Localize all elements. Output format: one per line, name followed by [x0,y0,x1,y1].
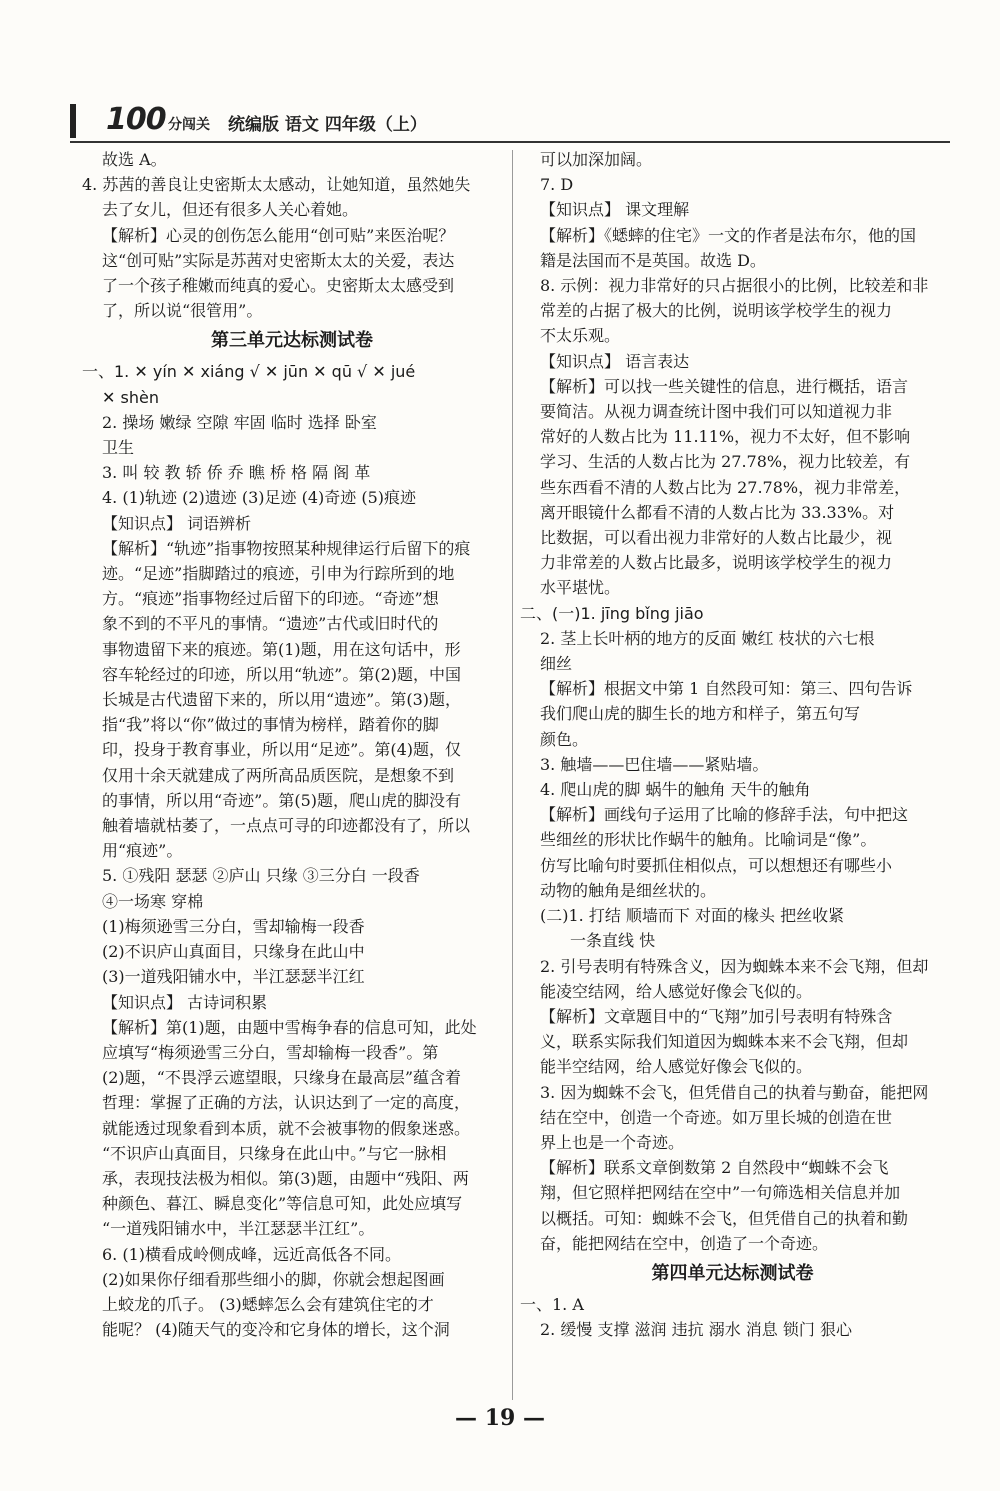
left-line: 了一个孩子稚嫩而纯真的爱心。史密斯太太感受到 [102,276,455,296]
header-rule [70,141,950,143]
brand-logo [70,104,232,138]
logo-number: 100 [106,102,166,137]
left-line: 5. ①残阳 瑟瑟 ②庐山 只缘 ③三分白 一段香 [102,866,420,886]
left-line: 去了女儿，但还有很多人关心着她。 [102,200,359,220]
page-number: — 19 — [455,1405,545,1431]
left-line: 就能透过现象看到本质，就不会被事物的假象迷惑。 [102,1118,471,1138]
right-line: 翔，但它照样把网结在空中”一句筛选相关信息并加 [540,1183,901,1203]
left-line: 触着墙就枯萎了，一点点可寻的印迹都没有了，所以 [102,816,471,836]
logo-text: 分闯关 [168,117,210,133]
left-line: 【解析】“轨迹”指事物按照某种规律运行后留下的痕 [102,538,471,558]
left-line: 印，投身于教育事业，所以用“足迹”。第(4)题，仅 [102,740,462,760]
right-line: 可以加深加阔。 [540,150,653,169]
left-line: 4. (1)轨迹 (2)遗迹 (3)足迹 (4)奇迹 (5)痕迹 [102,488,417,508]
right-line: 要简洁。从视力调查统计图中我们可以知道视力非 [540,402,893,422]
left-line: 种颜色、暮江、瞬息变化”等信息可知，此处应填写 [102,1194,463,1214]
left-line: 方。“痕迹”指事物经过后留下的印迹。“奇迹”想 [102,589,439,609]
right-line: 细丝 [540,654,573,674]
right-line: 【解析】文章题目中的“飞翔”加引号表明有特殊含 [540,1006,893,1026]
left-line: 【解析】第(1)题，由题中雪梅争春的信息可知，此处 [102,1017,477,1037]
right-line: 2. 缓慢 支撑 滋润 违抗 溺水 消息 锁门 狠心 [540,1320,852,1340]
left-line: (3)一道残阳铺水中，半江瑟瑟半江红 [102,967,365,987]
right-line: 籍是法国而不是英国。故选 D。 [540,250,766,270]
right-line: 能半空结网，给人感觉好像会飞似的。 [540,1057,813,1077]
left-line: 容车轮经过的印迹，所以用“轨迹”。第(2)题，中国 [102,664,462,684]
left-line: 2. 操场 嫩绿 空隙 牢固 临时 选择 卧室 [102,412,377,432]
left-line: 【解析】心灵的创伤怎么能用“创可贴”来医治呢？ [102,225,455,245]
right-line: 常好的人数占比为 11.11%，视力不太好，但不影响 [540,427,911,447]
left-line: 的事情，所以用“奇迹”。第(5)题，爬山虎的脚没有 [102,790,462,810]
left-line: 指“我”将以“你”做过的事情为榜样，踏着你的脚 [102,715,439,735]
right-line: 【解析】可以找一些关键性的信息，进行概括，语言 [540,376,909,396]
header-title: 统编版 语文 四年级（上） [228,115,427,135]
right-line: 3. 触墙——巴住墙——紧贴墙。 [540,754,769,774]
right-line: 7. D [540,175,574,195]
left-line: 迹。“足迹”指脚踏过的痕迹，引申为行踪所到的地 [102,564,455,584]
right-line: 奋，能把网结在空中，创造了一个奇迹。 [540,1233,829,1253]
page-header [70,96,950,144]
right-line: 离开眼镜什么都看不清的人数占比为 33.33%。对 [540,502,895,522]
right-line: 常差的占据了极大的比例，说明该学校学生的视力 [540,301,893,321]
left-line: 哲理：掌握了正确的方法，认识达到了一定的高度， [102,1093,471,1113]
right-line: (二)1. 打结 顺墙而下 对面的椽头 把丝收紧 [540,906,845,926]
right-line: 界上也是一个奇迹。 [540,1132,685,1152]
right-line: 我们爬山虎的脚生长的地方和样子，第五句写 [540,704,861,724]
right-line: 些东西看不清的人数占比为 27.78%，视力非常差， [540,477,911,497]
right-line: 学习、生活的人数占比为 27.78%，视力比较差，有 [540,452,911,472]
left-line: 【知识点】 古诗词积累 [102,992,268,1012]
left-line: 应填写“梅须逊雪三分白，雪却输梅一段香”。第 [102,1042,439,1062]
left-line: (1)梅须逊雪三分白，雪却输梅一段香 [102,916,365,936]
right-line: 二、(一)1. jīng bǐng jiāo [520,603,704,623]
right-line: 比数据，可以看出视力非常好的人数占比最少，视 [540,528,893,548]
left-line: “一道残阳铺水中，半江瑟瑟半江红”。 [102,1219,375,1239]
left-line: 仅用十余天就建成了两所高品质医院，是想象不到 [102,765,455,785]
right-line: 【知识点】 语言表达 [540,351,690,371]
right-line: 以概括。可知：蜘蛛不会飞，但凭借自己的执着和勤 [540,1208,909,1228]
left-line: ✕ shèn [102,387,159,407]
right-line: 结在空中，创造一个奇迹。如万里长城的创造在世 [540,1107,893,1127]
right-line: 【知识点】 课文理解 [540,200,690,220]
right-line: 一、1. A [520,1294,584,1314]
right-line: 不太乐观。 [540,326,621,346]
left-line: (2)不识庐山真面目，只缘身在此山中 [102,942,365,962]
left-line: 故选 A。 [102,150,167,169]
left-line: 长城是古代遗留下来的，所以用“遗迹”。第(3)题， [102,690,462,710]
left-line: 象不到的不平凡的事情。“遗迹”古代或旧时代的 [102,614,439,634]
right-line: 颜色。 [540,729,589,749]
left-line: 3. 叫 较 教 轿 侨 乔 瞧 桥 格 隔 阁 革 [102,463,371,483]
right-line: 水平堪忧。 [540,578,621,598]
right-line: 能凌空结网，给人感觉好像会飞似的。 [540,981,813,1001]
left-line: 【知识点】 词语辨析 [102,513,252,533]
right-line: 些细丝的形状比作蜗牛的触角。比喻词是“像”。 [540,830,877,850]
right-line: 2. 引号表明有特殊含义，因为蜘蛛本来不会飞翔，但却 [540,956,929,976]
section-heading: 第三单元达标测试卷 [211,330,373,352]
left-line: 6. (1)横看成岭侧成峰，远近高低各不同。 [102,1244,402,1264]
left-line: 一、1. ✕ yín ✕ xiáng √ ✕ jūn ✕ qū √ ✕ jué [82,362,416,382]
right-line: 【解析】《蟋蟀的住宅》一文的作者是法布尔，他的国 [540,225,917,245]
right-line: 8. 示例：视力非常好的只占据很小的比例，比较差和非 [540,276,929,296]
left-line: 这“创可贴”实际是苏茜对史密斯太太的关爱，表达 [102,250,455,270]
left-line: 事物遗留下来的痕迹。第(1)题，用在这句话中，形 [102,639,461,659]
right-line: 动物的触角是细丝状的。 [540,880,717,900]
left-column [82,147,502,1342]
right-line: 【解析】画线句子运用了比喻的修辞手法，句中把这 [540,805,909,825]
left-line: 卫生 [102,438,135,458]
right-line: 3. 因为蜘蛛不会飞，但凭借自己的执着与勤奋，能把网 [540,1082,929,1102]
left-line: (2)题，“不畏浮云遮望眼，只缘身在最高层”蕴含着 [102,1068,462,1088]
right-line: 义，联系实际我们知道因为蜘蛛本来不会飞翔，但却 [540,1032,909,1052]
right-line: 【解析】根据文中第 1 自然段可知：第三、四句告诉 [540,679,913,699]
left-line: (2)如果你仔细看那些细小的脚，你就会想起图画 [102,1269,445,1289]
right-line: 力非常差的人数占比最多，说明该学校学生的视力 [540,553,893,573]
right-column [520,147,945,1342]
section-heading: 第四单元达标测试卷 [651,1262,814,1284]
column-divider [512,150,513,1400]
right-line: 仿写比喻句时要抓住相似点，可以想想还有哪些小 [540,855,893,875]
left-line: 承，表现技法极为相似。第(3)题，由题中“残阳、两 [102,1168,469,1188]
right-line: 【解析】联系文章倒数第 2 自然段中“蜘蛛不会飞 [540,1158,889,1178]
right-line: 4. 爬山虎的脚 蜗牛的触角 天牛的触角 [540,780,811,800]
left-line: 上蛟龙的爪子。 (3)蟋蟀怎么会有建筑住宅的才 [102,1294,434,1314]
left-line: 能呢？ (4)随天气的变冷和它身体的增长，这个洞 [102,1320,450,1340]
left-line: 了，所以说“很管用”。 [102,301,263,321]
right-line: 2. 茎上长叶柄的地方的反面 嫩红 枝状的六七根 [540,628,875,648]
left-line: ④一场寒 穿棉 [102,891,204,911]
left-line: 4. 苏茜的善良让史密斯太太感动，让她知道，虽然她失 [82,175,471,195]
left-line: “不识庐山真面目，只缘身在此山中。”与它一脉相 [102,1143,447,1163]
left-line: 用“痕迹”。 [102,841,183,861]
right-line: 一条直线 快 [570,931,656,951]
